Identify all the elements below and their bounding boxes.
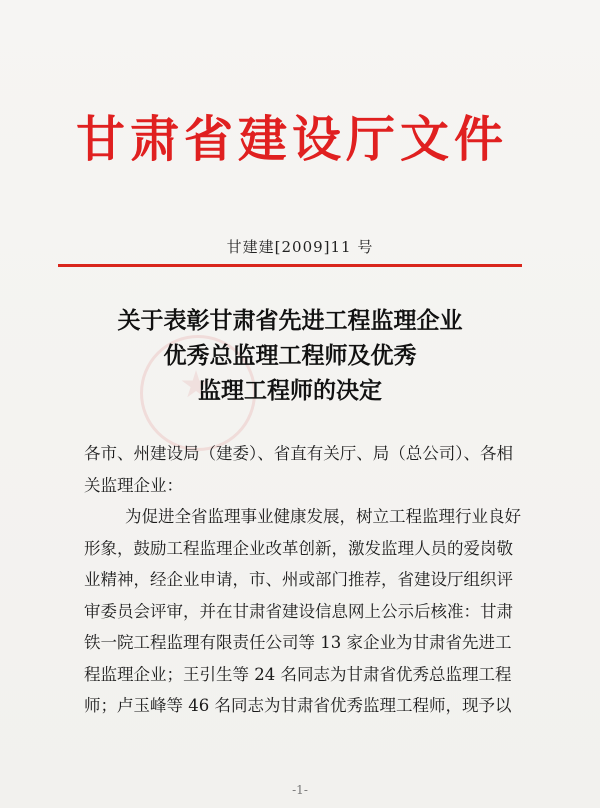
body-line: 各市、州建设局（建委）、省直有关厅、局（总公司）、各相	[84, 444, 513, 463]
body-line: 业精神，经企业申请，市、州或部门推荐，省建设厅组织评	[84, 570, 513, 589]
body-line: 形象，鼓励工程监理企业改革创新，激发监理人员的爱岗敬	[84, 538, 513, 558]
document-title	[60, 303, 520, 408]
body-line: 审委员会评审，并在甘肃省建设信息网上公示后核准：甘肃	[84, 601, 513, 621]
page-number: -1-	[292, 783, 308, 797]
title-line: 优秀总监理工程师及优秀	[163, 342, 417, 369]
body-paragraph-line: 为促进全省监理事业健康发展，树立工程监理行业良好	[125, 507, 521, 526]
body-line: 铁一院工程监理有限责任公司等 13 家企业为甘肃省先进工	[84, 633, 512, 652]
title-line: 关于表彰甘肃省先进工程监理企业	[117, 307, 463, 334]
body-line: 师；卢玉峰等 46 名同志为甘肃省优秀监理工程师，现予以	[84, 696, 512, 715]
body-line: 关监理企业：	[84, 475, 183, 495]
body-line: 程监理企业；王引生等 24 名同志为甘肃省优秀总监理工程	[84, 664, 512, 684]
document-number: 甘建建[2009]11 号	[226, 238, 374, 256]
red-divider-line	[58, 264, 522, 267]
masthead-title: 甘肃省建设厅文件	[76, 111, 509, 168]
title-line: 监理工程师的决定	[198, 377, 382, 404]
document-body	[84, 438, 521, 722]
